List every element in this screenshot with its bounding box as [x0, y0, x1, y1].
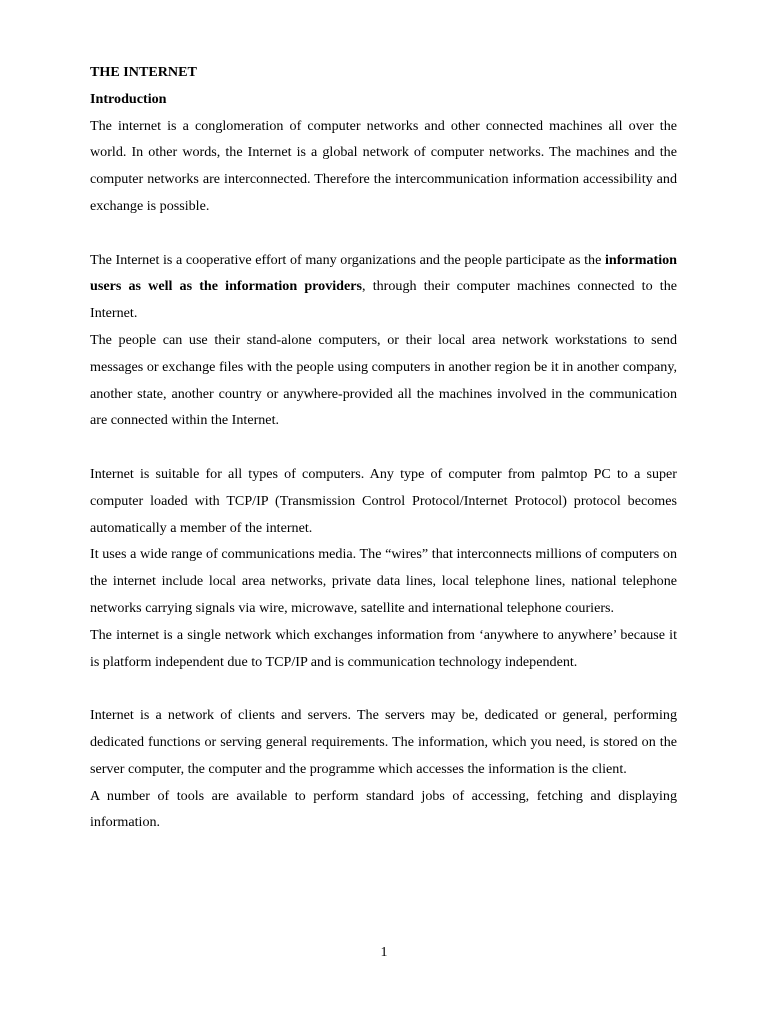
- paragraph-7: Internet is a network of clients and servers. The servers may be, dedicated or general, performing dedicated functions or serving general requirements. The information, which you need, is stored on the server computer, the computer and the programme which accesses the information is the client.: [90, 707, 677, 777]
- paragraph-6: The internet is a single network which exchanges information from ‘anywhere to anywhere’ because it is platform independent due to TCP/IP and is communication technology independent.: [90, 626, 677, 670]
- paragraph-spacer: [90, 675, 677, 702]
- section-heading: Introduction: [90, 90, 167, 107]
- page-number: 1: [380, 945, 388, 960]
- document-title: THE INTERNET: [90, 64, 197, 80]
- document-page: [90, 59, 677, 836]
- paragraph-3: The people can use their stand-alone computers, or their local area network workstations to send messages or exchange files with the people using computers in another region be it in another company, another state, another country or anywhere-provided all the machines involved in the communication are connected within the Internet.: [90, 331, 677, 429]
- paragraph-8: A number of tools are available to perform standard jobs of accessing, fetching and displaying information.: [90, 787, 677, 831]
- paragraph-1: The internet is a conglomeration of computer networks and other connected machines all over the world. In other words, the Internet is a global network of computer networks. The machines and the computer networks are interconnected. Therefore the intercommunication information accessibility and exchange is possible.: [90, 117, 677, 214]
- paragraph-2-end: , through their computer machines connected to the Internet.: [90, 278, 677, 322]
- paragraph-spacer: [90, 220, 677, 247]
- paragraph-2-bold: information users as well as the information providers: [90, 251, 677, 295]
- paragraph-2-start: The Internet is a cooperative effort of many organizations and the people participate as the: [90, 251, 605, 268]
- paragraph-spacer: [90, 434, 677, 461]
- paragraph-2: [90, 247, 677, 327]
- paragraph-5: It uses a wide range of communications media. The “wires” that interconnects millions of computers on the internet include local area networks, private data lines, local telephone lines, national telephone networks carrying signals via wire, microwave, satellite and international telephone couriers.: [90, 546, 677, 616]
- paragraph-4: Internet is suitable for all types of computers. Any type of computer from palmtop PC to a super computer loaded with TCP/IP (Transmission Control Protocol/Internet Protocol) protocol becomes automatically a member of the internet.: [90, 465, 677, 536]
